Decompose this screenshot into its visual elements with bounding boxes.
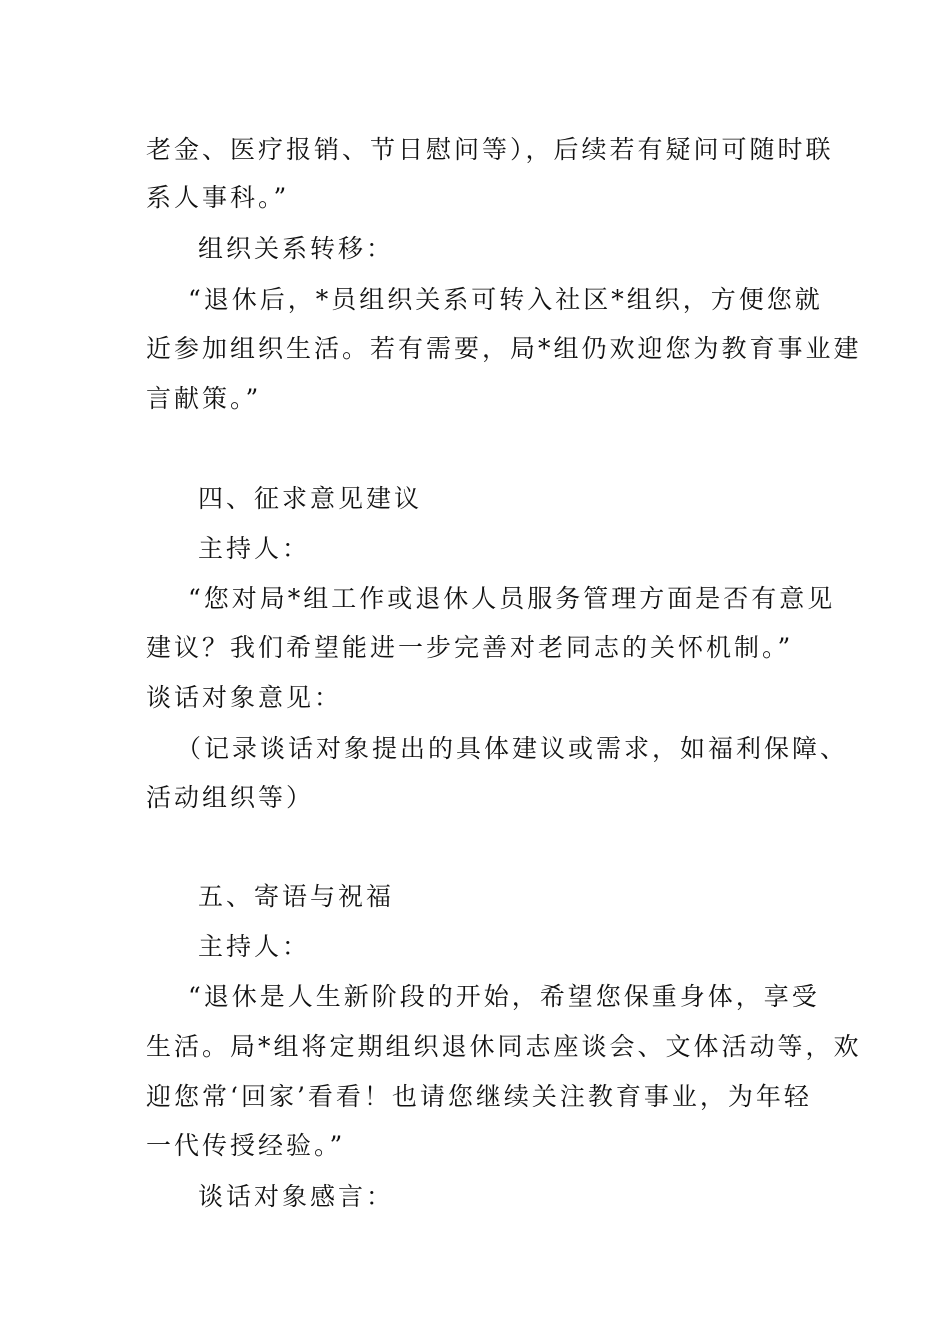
speaker-label: 谈话对象意见： [146, 683, 343, 712]
speaker-label: 谈话对象感言： [198, 1182, 395, 1211]
body-line: （记录谈话对象提出的具体建议或需求，如福利保障、 [176, 734, 849, 763]
body-line: 系人事科。” [146, 183, 290, 212]
speaker-label: 主持人： [198, 932, 311, 961]
body-line: 老金、医疗报销、节日慰问等），后续若有疑问可随时联 [146, 135, 834, 164]
subheading-org-transfer: 组织关系转移： [198, 234, 395, 263]
body-line: 言献策。” [146, 384, 262, 413]
body-line: “退休是人生新阶段的开始，希望您保重身体，享受 [188, 982, 820, 1011]
speaker-label: 主持人： [198, 534, 311, 563]
body-line: 近参加组织生活。若有需要，局*组仍欢迎您为教育事业建 [146, 334, 862, 363]
section-heading-4: 四、征求意见建议 [198, 484, 423, 513]
section-heading-5: 五、寄语与祝福 [198, 882, 395, 911]
body-line: 建议？我们希望能进一步完善对老同志的关怀机制。” [146, 633, 794, 662]
body-line: 生活。局*组将定期组织退休同志座谈会、文体活动等，欢 [146, 1032, 862, 1061]
body-line: 活动组织等） [146, 783, 315, 812]
body-line: 迎您常‘回家’看看！也请您继续关注教育事业，为年轻 [146, 1082, 812, 1111]
body-line: “您对局*组工作或退休人员服务管理方面是否有意见 [188, 584, 836, 613]
body-line: 一代传授经验。” [146, 1131, 346, 1160]
body-line: “退休后，*员组织关系可转入社区*组织，方便您就 [188, 285, 823, 314]
